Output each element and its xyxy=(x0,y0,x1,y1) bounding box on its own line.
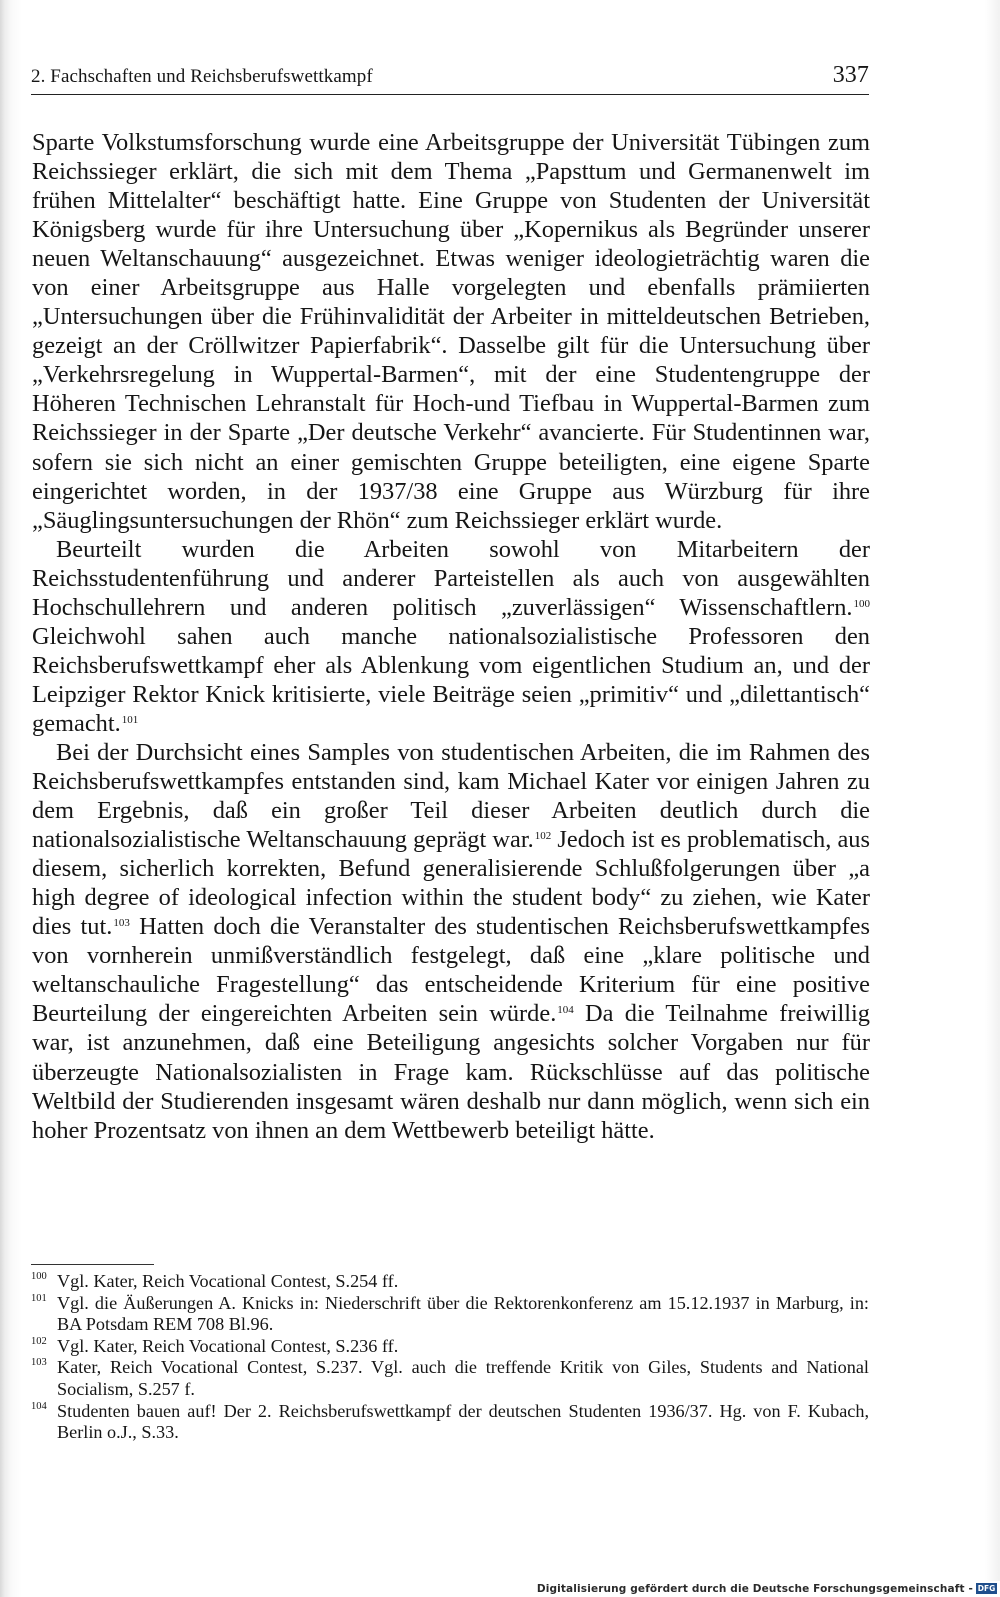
footnote-ref-102[interactable]: 102 xyxy=(534,829,552,842)
footnote-text: Vgl. die Äußerungen A. Knicks in: Niederschrift über die Rektorenkonferenz am 15.12.1937 in Marburg, in: BA Potsdam REM 708 Bl.96. xyxy=(57,1292,869,1335)
running-title: 2. Fachschaften und Reichsberufswettkampf xyxy=(31,66,373,87)
paragraph-2 xyxy=(32,535,870,738)
footnote xyxy=(31,1336,869,1358)
paragraph-3-text-d: Da die Teilnahme freiwillig war, ist anzunehmen, daß eine Beteiligung angesichts solcher Vorgaben nur für überzeugte Nationalsozialisten in Frage kam. Rückschlüsse auf das politische Weltbild der Studierenden insgesamt wären deshalb nur dann möglich, wenn sich ein hoher Prozentsatz von ihnen an dem Wettbewerb beteiligt hätte. xyxy=(32,1000,870,1144)
footnote xyxy=(31,1401,869,1444)
footnote-text: Studenten bauen auf! Der 2. Reichsberufswettkampf der deutschen Studenten 1936/37. Hg. von F. Kubach, Berlin o.J., S.33. xyxy=(57,1400,869,1443)
footnote-number: 100 xyxy=(31,1271,47,1282)
paragraph-1-text: Sparte Volkstumsforschung wurde eine Arbeitsgruppe der Universität Tübingen zum Reichssieger erklärt, die sich mit dem Thema „Papsttum und Germanenwelt im frühen Mittelalter“ beschäftigt hatte. Eine Gruppe von Studenten der Universität Königsberg wurde für ihre Untersuchung über „Kopernikus als Begründer unserer neuen Weltanschauung“ ausgezeichnet. Etwas weniger ideologieträchtig waren die von einer Arbeitsgruppe aus Halle vorgelegten und ebenfalls prämiierten „Untersuchungen über die Frühinvalidität der Arbeiter in mitteldeutschen Betrieben, gezeigt an der Cröllwitzer Papierfabrik“. Dasselbe gilt für die Untersuchung über „Verkehrsregelung in Wuppertal-Barmen“, mit der eine Studentengruppe der Höheren Technischen Lehranstalt für Hoch-und Tiefbau in Wuppertal-Barmen zum Reichssieger in der Sparte „Der deutsche Verkehr“ avancierte. Für Studentinnen war, sofern sie sich nicht an einer gemischten Gruppe beteiligten, eine eigene Sparte eingerichtet worden, in der 1937/38 eine Gruppe aus Würzburg für ihre „Säuglingsuntersuchungen der Rhön“ zum Reichssieger erklärt wurde. xyxy=(32,129,870,534)
paragraph-2-text-a: Beurteilt wurden die Arbeiten sowohl von Mitarbeitern der Reichsstudentenführung und anderer Parteistellen als auch von ausgewählten Hochschullehrern und anderen politisch „zuverlässigen“ Wissenschaftlern. xyxy=(32,535,870,621)
footnote-number: 103 xyxy=(31,1357,47,1369)
body-text xyxy=(32,128,870,1145)
footnote xyxy=(31,1271,869,1293)
footnote-number: 101 xyxy=(31,1292,47,1304)
running-head xyxy=(31,62,869,95)
page-number: 337 xyxy=(832,62,869,88)
footnote-ref-104[interactable]: 104 xyxy=(557,1004,574,1017)
digitization-note: Digitalisierung gefördert durch die Deutsche Forschungsgemeinschaft - xyxy=(536,1583,973,1595)
footnote-rule xyxy=(31,1264,154,1265)
footnote-text: Vgl. Kater, Reich Vocational Contest, S.236 ff. xyxy=(57,1335,399,1356)
footnote-ref-101[interactable]: 101 xyxy=(121,713,139,726)
footnote xyxy=(31,1357,869,1400)
dfg-logo[interactable]: DFG xyxy=(977,1584,996,1593)
paragraph-3-text-b: Jedoch ist es problematisch, aus diesem, sicherlich korrekten, Befund generalisierende Schlußfolgerungen über „a high degree of ideological infection within the student body“ zu ziehen, wie Kater dies tut. xyxy=(32,826,870,941)
footnotes xyxy=(31,1271,869,1444)
footnote xyxy=(31,1293,869,1336)
paragraph-3 xyxy=(32,738,870,1145)
footnote-number: 104 xyxy=(31,1400,47,1412)
footnote-ref-103[interactable]: 103 xyxy=(113,917,130,930)
paragraph-3-text-c: Hatten doch die Veranstalter des studentischen Reichsberufswettkampfes von vornherein unmißverständlich festgelegt, daß eine „klare politische und weltanschauliche Fragestellung“ das entscheidende Kriterium für eine positive Beurteilung der eingereichten Arbeiten sein würde. xyxy=(32,913,870,1028)
paragraph-1 xyxy=(32,128,870,535)
paragraph-2-text-b: Gleichwohl sahen auch manche nationalsozialistische Professoren den Reichsberufswettkampf eher als Ablenkung vom eigentlichen Studium an, und der Leipziger Rektor Knick kritisierte, viele Beiträge seien „primitiv“ und „dilettantisch“ gemacht. xyxy=(32,622,870,737)
digitization-footer xyxy=(536,1581,1000,1597)
footnote-text: Vgl. Kater, Reich Vocational Contest, S.254 ff. xyxy=(57,1271,399,1291)
footnote-text: Kater, Reich Vocational Contest, S.237. Vgl. auch die treffende Kritik von Giles, Students and National Socialism, S.257 f. xyxy=(57,1357,869,1399)
footnote-number: 102 xyxy=(31,1335,47,1347)
paragraph-3-text-a: Bei der Durchsicht eines Samples von studentischen Arbeiten, die im Rahmen des Reichsberufswettkampfes entstanden sind, kam Michael Kater vor einigen Jahren zu dem Ergebnis, daß ein großer Teil dieser Arbeiten deutlich durch die nationalsozialistische Weltanschauung geprägt war. xyxy=(32,738,870,854)
footnote-ref-100[interactable]: 100 xyxy=(853,597,870,610)
